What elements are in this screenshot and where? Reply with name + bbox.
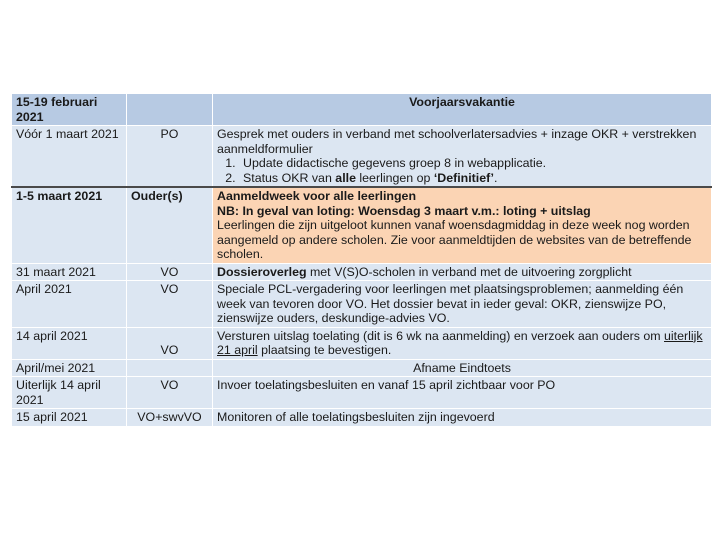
list-item: 1. Update didactische gegevens groep 8 in webapplicatie. <box>239 156 707 171</box>
item-text: . <box>493 170 498 185</box>
activity-cell <box>213 187 712 263</box>
date-cell: 15-19 februari 2021 <box>12 94 127 126</box>
activity-cell <box>213 327 712 359</box>
date-cell: April 2021 <box>12 281 127 328</box>
table-row <box>12 359 712 377</box>
table-row <box>12 409 712 427</box>
activity-cell: Monitoren of alle toelatingsbesluiten zijn ingevoerd <box>213 409 712 427</box>
party-cell: VO+swvVO <box>127 409 213 427</box>
table-row <box>12 126 712 188</box>
task-list <box>217 156 707 185</box>
activity-title: Aanmeldweek voor alle leerlingen <box>217 189 417 203</box>
table-row <box>12 187 712 263</box>
date-cell: 31 maart 2021 <box>12 263 127 281</box>
party-cell <box>127 94 213 126</box>
item-emphasis: ‘Definitief’ <box>433 170 494 185</box>
activity-underline: 21 april <box>217 343 258 357</box>
date-cell: 14 april 2021 <box>12 327 127 359</box>
table-row <box>12 327 712 359</box>
activity-text: Gesprek met ouders in verband met schoolverlatersadvies + inzage OKR + verstrekken aanmeldformulier <box>217 127 697 156</box>
list-item <box>239 171 707 186</box>
activity-text: Versturen uitslag toelating (dit is 6 wk na aanmelding) en verzoek aan ouders om <box>217 328 665 343</box>
activity-cell <box>213 263 712 281</box>
table-row <box>12 263 712 281</box>
table-row <box>12 377 712 409</box>
activity-cell: Voorjaarsvakantie <box>213 94 712 126</box>
date-cell: April/mei 2021 <box>12 359 127 377</box>
party-cell: VO <box>127 281 213 328</box>
table-row <box>12 94 712 126</box>
activity-cell: Afname Eindtoets <box>213 359 712 377</box>
activity-cell: Speciale PCL-vergadering voor leerlingen met plaatsingsproblemen; aanmelding één week van tevoren door VO. Het dossier bevat in ieder geval: OKR, zienswijze PO, zienswijze ouders, deskundige-advies VO. <box>213 281 712 328</box>
activity-emphasis: Dossieroverleg <box>217 264 307 279</box>
item-text: Status OKR van <box>243 170 336 185</box>
party-cell <box>127 359 213 377</box>
activity-cell <box>213 126 712 188</box>
activity-text: plaatsing te bevestigen. <box>257 343 392 357</box>
party-label: VO <box>160 343 179 357</box>
date-cell: Vóór 1 maart 2021 <box>12 126 127 188</box>
party-cell <box>127 327 213 359</box>
activity-underline: uiterlijk <box>664 328 703 343</box>
date-cell: Uiterlijk 14 april 2021 <box>12 377 127 409</box>
table-row <box>12 281 712 328</box>
item-text: leerlingen op <box>355 170 434 185</box>
activity-note: NB: In geval van loting: Woensdag 3 maart v.m.: loting + uitslag <box>217 203 591 218</box>
activity-text: Leerlingen die zijn uitgeloot kunnen vanaf woensdagmiddag in deze week nog worden aangemeld op andere scholen. Zie voor aanmeldtijden de websites van de betreffende scholen. <box>217 218 692 261</box>
party-cell: VO <box>127 263 213 281</box>
party-cell: VO <box>127 377 213 409</box>
date-cell: 15 april 2021 <box>12 409 127 427</box>
activity-cell: Invoer toelatingsbesluiten en vanaf 15 april zichtbaar voor PO <box>213 377 712 409</box>
date-cell: 1-5 maart 2021 <box>12 187 127 263</box>
schedule-table <box>11 93 712 427</box>
activity-text: met V(S)O-scholen in verband met de uitvoering zorgplicht <box>306 264 632 279</box>
party-cell: PO <box>127 126 213 188</box>
item-emphasis: alle <box>335 170 356 185</box>
party-cell: Ouder(s) <box>127 187 213 263</box>
